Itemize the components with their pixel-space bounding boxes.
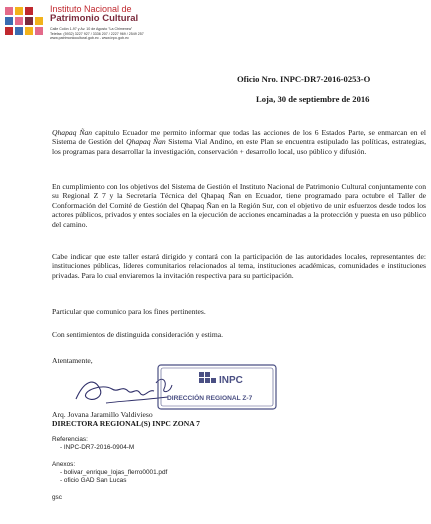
official-stamp [157,364,277,410]
inpc-logo [3,5,47,45]
initials: gsc [52,494,62,501]
signer-title: DIRECTORA REGIONAL(S) INPC ZONA 7 [52,419,200,428]
office-number: Oficio Nro. INPC-DR7-2016-0253-O [237,74,371,84]
svg-text:DIRECCIÓN REGIONAL Z-7: DIRECCIÓN REGIONAL Z-7 [167,395,253,402]
annex-item: - bolivar_enrique_lojas_flerro0001.pdf [60,469,168,476]
paragraph-1 [52,128,426,156]
qhapaq-nan-term: Qhapaq Ñan [52,128,93,137]
address-line: Calle Colón 1-97 y Av. 10 de Agosto "La Chimenea" [50,27,133,31]
date-line: Loja, 30 de septiembre de 2016 [256,94,370,104]
qhapaq-nan-term: Qhapaq Ñan [126,137,166,147]
paragraph-5: Con sentimientos de distinguida consideración y estima. [52,330,224,339]
references-label: Referencias: [52,436,88,443]
signer-name: Arq. Jovana Jaramillo Valdivieso [52,410,153,419]
paragraph-1-text-b: Sistema Vial Andino, en este Plan se encuentra estipulado las políticas, estrategias, los programas para desarrollar la investigación, conservación + desarrollo local, uso público y difusión. [52,137,426,156]
org-name-line2: Patrimonio Cultural [50,13,139,24]
annex-item: - oficio GAD San Lucas [60,477,127,484]
paragraph-1-text-a: capitulo Ecuador me permito informar que todas las acciones de los 6 Estados Parte, se enmarcan en el Sistema de Gestión del [52,128,426,147]
web-line: www.patrimoniocultural.gob.ec - www.inpc.gob.ec [50,36,129,40]
closing: Atentamente, [52,356,93,365]
paragraph-4: Particular que comunico para los fines pertinentes. [52,307,206,316]
phone-line: Telefax: (5932) 3227 927 / 3336 207 / 2227 969 / 2549 257 [50,31,144,36]
paragraph-3: Cabe indicar que este taller estará dirigido y contará con la participación de las autoridades locales, representantes de: instituciones públicas, líderes comunitarios relacionados al tema, instituciones académicas, comunidades e instituciones privadas. Para lo cual enviaremos la invitación respectiva para su participación. [52,252,426,280]
annexes-label: Anexos: [52,461,76,468]
svg-text:INPC: INPC [219,375,243,386]
org-name-line1: Instituto Nacional de [50,4,132,14]
reference-item: - INPC-DR7-2016-0904-M [60,444,135,451]
paragraph-2: En cumplimiento con los objetivos del Sistema de Gestión el Instituto Nacional de Patrimonio Cultural conjuntamente con su Regional Z 7 y la Secretaría Técnica del Qhapaq Ñan en Ecuador, tiene programado para octubre el Taller de Conformación del Comité de Gestión del Qhapaq Ñan en la Región Sur, con el objetivo de unir esfuerzos desde todos los actores públicos, privados y entes sociales en la ejecución de acciones encaminadas a la protección y puesta en uso público del camino. [52,182,426,229]
